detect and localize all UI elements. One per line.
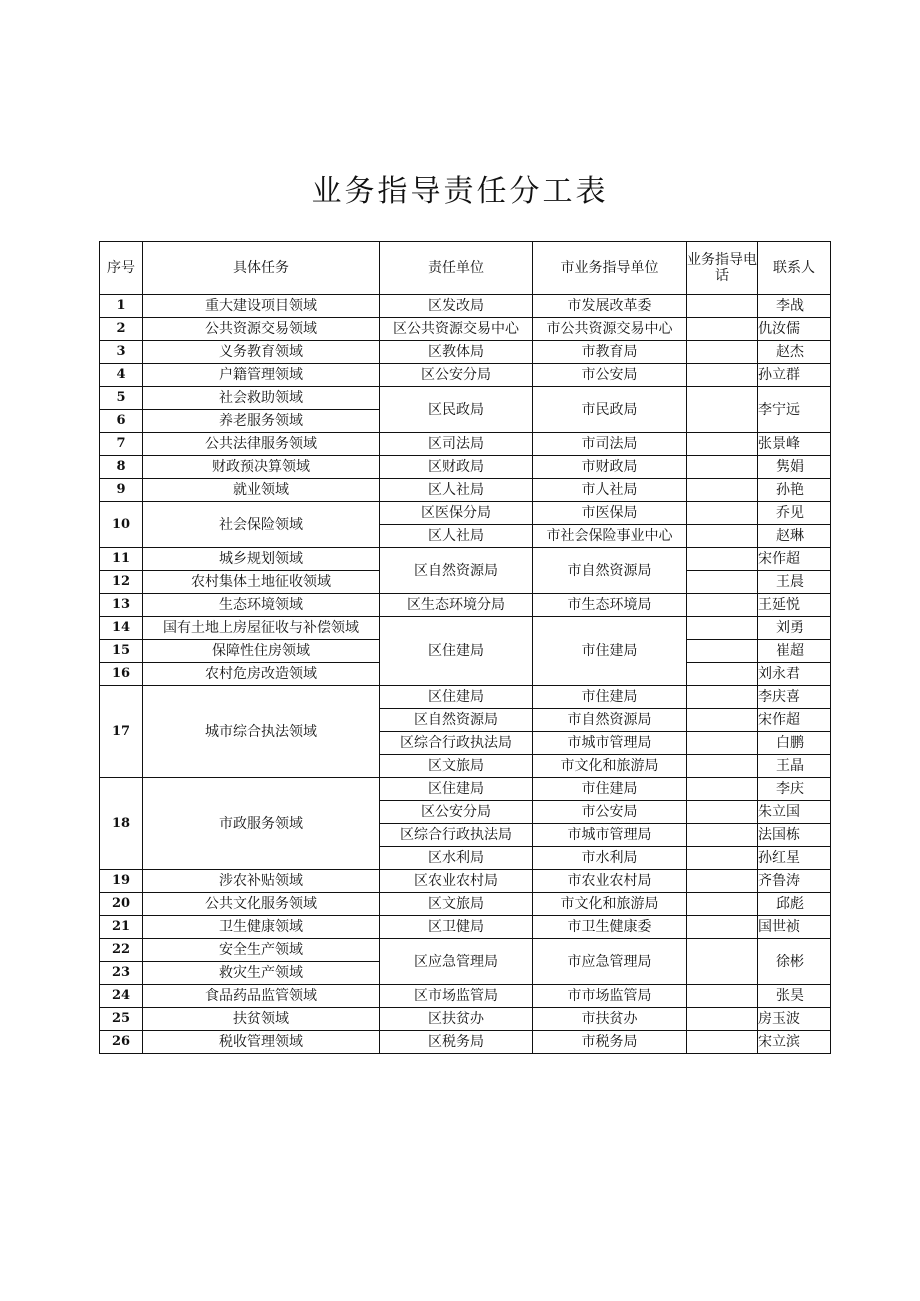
row-phone <box>687 548 758 571</box>
row-contact: 孙艳 <box>758 479 831 502</box>
row-phone <box>687 893 758 916</box>
row-phone <box>687 617 758 640</box>
table-row <box>100 548 831 571</box>
row-phone <box>687 801 758 824</box>
row-guide-unit: 市财政局 <box>533 456 687 479</box>
row-guide-unit: 市医保局 <box>533 502 687 525</box>
row-contact: 孙红星 <box>758 847 831 870</box>
row-task: 社会救助领域 <box>143 387 380 410</box>
row-guide-unit: 市公安局 <box>533 801 687 824</box>
row-task: 公共法律服务领域 <box>143 433 380 456</box>
row-no: 16 <box>100 663 143 686</box>
row-task: 安全生产领域 <box>143 939 380 962</box>
row-task: 城市综合执法领域 <box>143 686 380 778</box>
row-unit: 区司法局 <box>380 433 533 456</box>
row-no: 21 <box>100 916 143 939</box>
row-contact: 法国栋 <box>758 824 831 847</box>
row-unit: 区民政局 <box>380 387 533 433</box>
row-guide-unit: 市民政局 <box>533 387 687 433</box>
row-task: 户籍管理领域 <box>143 364 380 387</box>
row-guide-unit: 市住建局 <box>533 686 687 709</box>
row-phone <box>687 939 758 985</box>
row-guide-unit: 市公安局 <box>533 364 687 387</box>
row-guide-unit: 市生态环境局 <box>533 594 687 617</box>
table-row <box>100 364 831 387</box>
row-unit: 区医保分局 <box>380 502 533 525</box>
row-contact: 国世祯 <box>758 916 831 939</box>
row-unit: 区住建局 <box>380 686 533 709</box>
row-contact: 崔超 <box>758 640 831 663</box>
row-contact: 朱立国 <box>758 801 831 824</box>
row-guide-unit: 市自然资源局 <box>533 709 687 732</box>
row-no: 23 <box>100 962 143 985</box>
table-row <box>100 617 831 640</box>
row-task: 市政服务领域 <box>143 778 380 870</box>
row-no: 19 <box>100 870 143 893</box>
row-phone <box>687 456 758 479</box>
row-unit: 区生态环境分局 <box>380 594 533 617</box>
row-phone <box>687 479 758 502</box>
row-contact: 李庆 <box>758 778 831 801</box>
row-guide-unit: 市应急管理局 <box>533 939 687 985</box>
row-task: 农村危房改造领域 <box>143 663 380 686</box>
row-unit: 区人社局 <box>380 525 533 548</box>
row-unit: 区公共资源交易中心 <box>380 318 533 341</box>
table-row <box>100 686 831 709</box>
row-phone <box>687 1031 758 1054</box>
row-guide-unit: 市扶贫办 <box>533 1008 687 1031</box>
row-unit: 区水利局 <box>380 847 533 870</box>
row-guide-unit: 市卫生健康委 <box>533 916 687 939</box>
row-contact: 宋作超 <box>758 548 831 571</box>
row-phone <box>687 663 758 686</box>
row-phone <box>687 824 758 847</box>
row-no: 10 <box>100 502 143 548</box>
row-no: 8 <box>100 456 143 479</box>
row-no: 14 <box>100 617 143 640</box>
row-task: 生态环境领域 <box>143 594 380 617</box>
row-guide-unit: 市住建局 <box>533 617 687 686</box>
row-contact: 孙立群 <box>758 364 831 387</box>
row-task: 养老服务领域 <box>143 410 380 433</box>
row-guide-unit: 市税务局 <box>533 1031 687 1054</box>
row-no: 15 <box>100 640 143 663</box>
table-row <box>100 939 831 962</box>
row-contact: 赵琳 <box>758 525 831 548</box>
row-no: 1 <box>100 295 143 318</box>
row-unit: 区文旅局 <box>380 893 533 916</box>
table-row <box>100 318 831 341</box>
row-unit: 区发改局 <box>380 295 533 318</box>
row-guide-unit: 市司法局 <box>533 433 687 456</box>
table-row <box>100 1031 831 1054</box>
row-contact: 张景峰 <box>758 433 831 456</box>
row-no: 3 <box>100 341 143 364</box>
row-phone <box>687 295 758 318</box>
row-no: 5 <box>100 387 143 410</box>
row-no: 13 <box>100 594 143 617</box>
table-row <box>100 456 831 479</box>
row-guide-unit: 市水利局 <box>533 847 687 870</box>
page-title: 业务指导责任分工表 <box>311 174 609 209</box>
row-contact: 张昊 <box>758 985 831 1008</box>
row-contact: 仇汝儒 <box>758 318 831 341</box>
row-task: 税收管理领域 <box>143 1031 380 1054</box>
row-task: 保障性住房领域 <box>143 640 380 663</box>
row-contact: 乔见 <box>758 502 831 525</box>
table-row <box>100 870 831 893</box>
row-guide-unit: 市城市管理局 <box>533 824 687 847</box>
table-row <box>100 479 831 502</box>
responsibility-table <box>99 241 831 1054</box>
row-contact: 白鹏 <box>758 732 831 755</box>
row-task: 就业领域 <box>143 479 380 502</box>
row-no: 4 <box>100 364 143 387</box>
row-phone <box>687 387 758 433</box>
row-phone <box>687 778 758 801</box>
row-guide-unit: 市发展改革委 <box>533 295 687 318</box>
row-no: 26 <box>100 1031 143 1054</box>
row-phone <box>687 985 758 1008</box>
row-task: 公共文化服务领域 <box>143 893 380 916</box>
row-unit: 区公安分局 <box>380 801 533 824</box>
row-unit: 区综合行政执法局 <box>380 824 533 847</box>
row-phone <box>687 1008 758 1031</box>
table-row <box>100 433 831 456</box>
row-no: 17 <box>100 686 143 778</box>
row-contact: 赵杰 <box>758 341 831 364</box>
row-contact: 李战 <box>758 295 831 318</box>
row-phone <box>687 755 758 778</box>
row-task: 农村集体土地征收领域 <box>143 571 380 594</box>
table-row <box>100 387 831 410</box>
row-guide-unit: 市文化和旅游局 <box>533 755 687 778</box>
row-unit: 区财政局 <box>380 456 533 479</box>
row-contact: 李宁远 <box>758 387 831 433</box>
row-task: 重大建设项目领域 <box>143 295 380 318</box>
header-row <box>100 242 831 295</box>
row-phone <box>687 502 758 525</box>
row-unit: 区扶贫办 <box>380 1008 533 1031</box>
row-task: 义务教育领域 <box>143 341 380 364</box>
row-task: 食品药品监管领域 <box>143 985 380 1008</box>
row-unit: 区综合行政执法局 <box>380 732 533 755</box>
row-phone <box>687 709 758 732</box>
header-no: 序号 <box>100 242 143 295</box>
row-no: 25 <box>100 1008 143 1031</box>
row-guide-unit: 市人社局 <box>533 479 687 502</box>
row-phone <box>687 847 758 870</box>
row-unit: 区文旅局 <box>380 755 533 778</box>
row-no: 9 <box>100 479 143 502</box>
row-contact: 王晨 <box>758 571 831 594</box>
row-no: 18 <box>100 778 143 870</box>
row-no: 20 <box>100 893 143 916</box>
table-row <box>100 594 831 617</box>
row-unit: 区教体局 <box>380 341 533 364</box>
row-unit: 区应急管理局 <box>380 939 533 985</box>
table-row <box>100 502 831 525</box>
row-task: 卫生健康领域 <box>143 916 380 939</box>
table-row <box>100 916 831 939</box>
row-no: 2 <box>100 318 143 341</box>
row-contact: 刘永君 <box>758 663 831 686</box>
row-phone <box>687 640 758 663</box>
row-unit: 区自然资源局 <box>380 548 533 594</box>
row-contact: 王晶 <box>758 755 831 778</box>
row-task: 公共资源交易领域 <box>143 318 380 341</box>
row-no: 22 <box>100 939 143 962</box>
row-unit: 区住建局 <box>380 778 533 801</box>
row-no: 11 <box>100 548 143 571</box>
row-phone <box>687 341 758 364</box>
row-contact: 李庆喜 <box>758 686 831 709</box>
row-phone <box>687 594 758 617</box>
row-unit: 区住建局 <box>380 617 533 686</box>
row-phone <box>687 364 758 387</box>
row-contact: 邱彪 <box>758 893 831 916</box>
row-guide-unit: 市文化和旅游局 <box>533 893 687 916</box>
row-phone <box>687 686 758 709</box>
row-guide-unit: 市市场监管局 <box>533 985 687 1008</box>
row-task: 救灾生产领域 <box>143 962 380 985</box>
row-guide-unit: 市公共资源交易中心 <box>533 318 687 341</box>
row-no: 24 <box>100 985 143 1008</box>
row-phone <box>687 318 758 341</box>
row-no: 7 <box>100 433 143 456</box>
row-guide-unit: 市社会保险事业中心 <box>533 525 687 548</box>
header-guide-unit: 市业务指导单位 <box>533 242 687 295</box>
row-phone <box>687 732 758 755</box>
table-row <box>100 341 831 364</box>
row-unit: 区公安分局 <box>380 364 533 387</box>
header-contact: 联系人 <box>758 242 831 295</box>
row-guide-unit: 市自然资源局 <box>533 548 687 594</box>
table-row <box>100 1008 831 1031</box>
row-phone <box>687 571 758 594</box>
row-task: 国有土地上房屋征收与补偿领域 <box>143 617 380 640</box>
row-contact: 隽娟 <box>758 456 831 479</box>
row-guide-unit: 市农业农村局 <box>533 870 687 893</box>
table-row <box>100 985 831 1008</box>
row-contact: 宋作超 <box>758 709 831 732</box>
row-guide-unit: 市城市管理局 <box>533 732 687 755</box>
header-guide-phone: 业务指导电话 <box>687 242 758 295</box>
row-no: 12 <box>100 571 143 594</box>
row-phone <box>687 433 758 456</box>
row-unit: 区卫健局 <box>380 916 533 939</box>
row-guide-unit: 市住建局 <box>533 778 687 801</box>
table-row <box>100 893 831 916</box>
row-task: 城乡规划领域 <box>143 548 380 571</box>
row-task: 社会保险领域 <box>143 502 380 548</box>
row-contact: 刘勇 <box>758 617 831 640</box>
row-phone <box>687 916 758 939</box>
row-unit: 区自然资源局 <box>380 709 533 732</box>
row-task: 扶贫领域 <box>143 1008 380 1031</box>
row-contact: 王延悦 <box>758 594 831 617</box>
row-guide-unit: 市教育局 <box>533 341 687 364</box>
row-contact: 齐鲁涛 <box>758 870 831 893</box>
row-phone <box>687 525 758 548</box>
row-unit: 区税务局 <box>380 1031 533 1054</box>
row-task: 涉农补贴领域 <box>143 870 380 893</box>
row-phone <box>687 870 758 893</box>
row-contact: 房玉波 <box>758 1008 831 1031</box>
row-no: 6 <box>100 410 143 433</box>
row-contact: 宋立滨 <box>758 1031 831 1054</box>
row-unit: 区人社局 <box>380 479 533 502</box>
table-row <box>100 778 831 801</box>
row-contact: 徐彬 <box>758 939 831 985</box>
header-task: 具体任务 <box>143 242 380 295</box>
header-unit: 责任单位 <box>380 242 533 295</box>
row-unit: 区农业农村局 <box>380 870 533 893</box>
row-unit: 区市场监管局 <box>380 985 533 1008</box>
table-row <box>100 295 831 318</box>
row-task: 财政预决算领域 <box>143 456 380 479</box>
